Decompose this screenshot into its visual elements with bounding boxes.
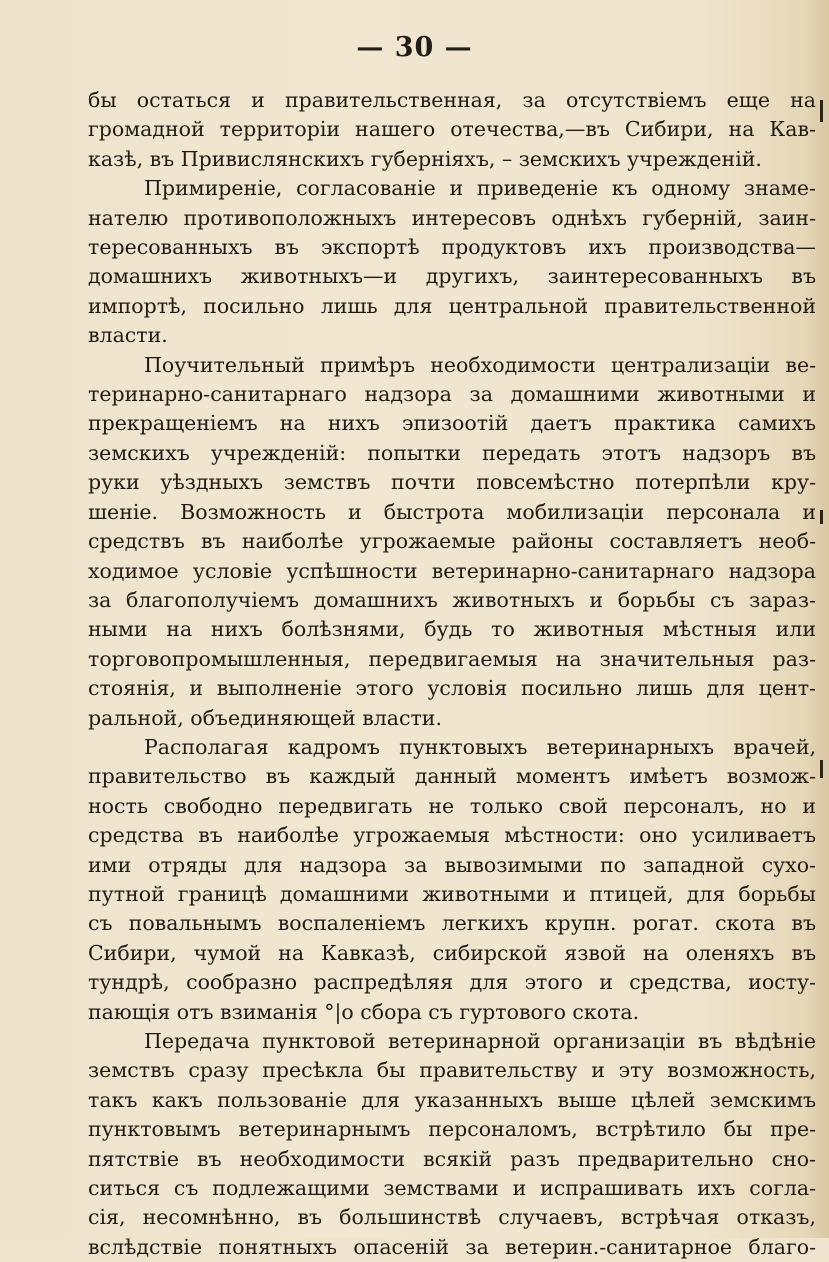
text-line: домашнихъ животныхъ—и другихъ, заинтересованныхъ въ <box>88 264 816 289</box>
text-line: Сибири, чумой на Кавказѣ, сибирской язвой на оленяхъ въ <box>88 940 816 965</box>
text-line: руки уѣздныхъ земствъ почти повсемѣстно потерпѣли кру- <box>88 470 816 495</box>
text-line: средства въ наиболѣе угрожаемыя мѣстности: оно усиливаетъ <box>88 823 816 848</box>
text-line: такъ какъ пользованіе для указанныхъ выше цѣлей земскимъ <box>88 1087 816 1112</box>
text-line: стоянія, и выполненіе этого условія посильно лишь для цент- <box>88 676 816 701</box>
text-line: ными на нихъ болѣзнями, будь то животныя мѣстныя или <box>88 617 816 642</box>
text-line: казѣ, въ Привислянскихъ губерніяхъ, – земскихъ учрежденій. <box>88 146 762 171</box>
text-line: тересованныхъ въ экспортѣ продуктовъ ихъ производства— <box>88 235 816 260</box>
paragraph-first-line: Передача пунктовой ветеринарной организаціи въ вѣдѣніе <box>144 1029 816 1053</box>
text-line: ральной, объединяющей власти. <box>88 705 442 730</box>
page-edge-mark <box>820 510 823 524</box>
text-line: пятствіе въ необходимости всякій разъ предварительно сно- <box>88 1146 816 1171</box>
text-line: ность свободно передвигать не только свой персоналъ, но и <box>88 793 816 818</box>
page-edge-mark <box>820 100 823 122</box>
page-number: — 30 — <box>356 32 473 63</box>
text-line: путной границѣ домашними животными и птицей, для борьбы <box>88 881 816 906</box>
text-line: сія, несомнѣнно, въ большинствѣ случаевъ, встрѣчая отказъ, <box>88 1205 816 1230</box>
text-line: земскихъ учрежденій: попытки передать этотъ надзоръ въ <box>88 440 816 465</box>
text-line: громадной территоріи нашего отечества,—въ Сибири, на Кав- <box>88 117 816 142</box>
text-line: тундрѣ, сообразно распредѣляя для этого и средства, иосту- <box>88 970 816 995</box>
page-edge-mark <box>820 760 823 778</box>
text-line: торговопромышленныя, передвигаемыя на значительныя раз- <box>88 646 816 671</box>
paragraph-first-line: Примиреніе, согласованіе и приведеніе къ одному знаме- <box>144 176 816 201</box>
text-line: власти. <box>88 323 168 348</box>
text-line: пающія отъ взиманія °|о сбора съ гуртового скота. <box>88 999 640 1024</box>
text-line: земствъ сразу пресѣкла бы правительству и эту возможность, <box>88 1058 816 1083</box>
text-line: ходимое условіе успѣшности ветеринарно-санитарнаго надзора <box>88 558 816 583</box>
text-line: прекращеніемъ на нихъ эпизоотій даетъ практика самихъ <box>88 411 816 436</box>
text-line: правительство въ каждый данный моментъ имѣетъ возмож- <box>88 764 816 789</box>
paragraph-first-line: Поучительный примѣръ необходимости централизаціи ве- <box>144 352 816 377</box>
text-line: съ повальнымъ воспаленіемъ легкихъ крупн. рогат. скота въ <box>88 911 816 936</box>
body-text <box>88 86 816 1262</box>
text-line: пунктовымъ ветеринарнымъ персоналомъ, встрѣтило бы пре- <box>88 1117 816 1142</box>
paragraph-first-line: Располагая кадромъ пунктовыхъ ветеринарныхъ врачей, <box>144 734 816 759</box>
text-line: вслѣдствіе понятныхъ опасеній за ветерин.-санитарное благо- <box>88 1234 816 1259</box>
text-line: ими отряды для надзора за вывозимыми по западной сухо- <box>88 852 816 877</box>
text-line: нателю противоположныхъ интересовъ однѣхъ губерній, заин- <box>88 205 816 230</box>
text-line: за благополучіемъ домашнихъ животныхъ и борьбы съ зараз- <box>88 587 816 612</box>
text-line: средствъ въ наиболѣе угрожаемые районы составляетъ необ- <box>88 529 816 554</box>
text-line: импортѣ, посильно лишь для центральной правительственной <box>88 293 816 318</box>
text-line: бы остаться и правительственная, за отсутствіемъ еще на <box>88 88 816 112</box>
text-line: ситься съ подлежащими земствами и испрашивать ихъ согла- <box>88 1176 816 1201</box>
text-line: шеніе. Возможность и быстрота мобилизаціи персонала и <box>88 499 816 524</box>
text-line: теринарно-санитарнаго надзора за домашними животными и <box>88 382 816 407</box>
